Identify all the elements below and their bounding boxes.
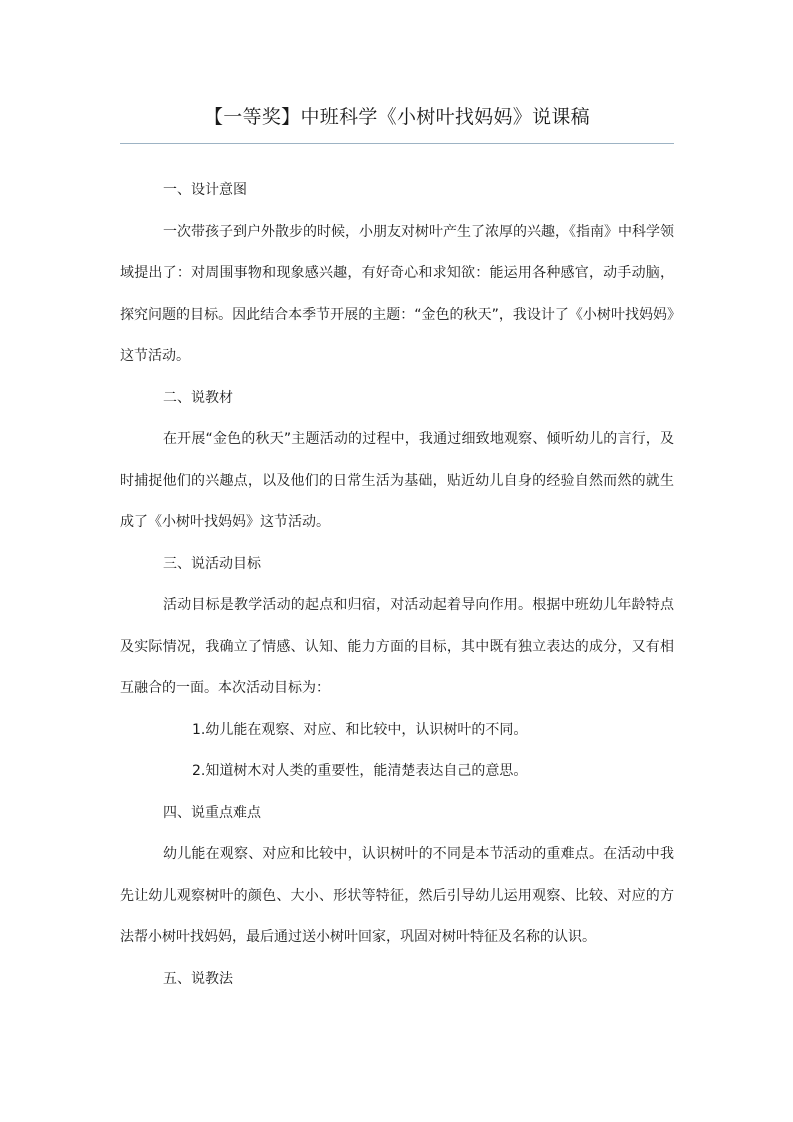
section-heading-teaching-material: 二、说教材 [163, 389, 233, 406]
goal-item-2: 2.知道树木对人类的重要性，能清楚表达自己的意思。 [192, 763, 528, 779]
document-title: 【一等奖】中班科学《小树叶找妈妈》说课稿 [203, 106, 590, 128]
section-heading-activity-goals: 三、说活动目标 [163, 555, 261, 572]
goal-item-1: 1.幼儿能在观察、对应、和比较中，认识树叶的不同。 [192, 721, 528, 738]
paragraph-design-intent: 一次带孩子到户外散步的时候，小朋友对树叶产生了浓厚的兴趣，《指南》中科学领域提出了：对周围事物和现象感兴趣，有好奇心和求知欲：能运用各种感官，动手动脑，探究问题的目标。因此结合本季节开展的主题：“金色的秋天”，我设计了《小树叶找妈妈》这节活动。 [120, 223, 674, 364]
paragraph-key-difficulties: 幼儿能在观察、对应和比较中，认识树叶的不同是本节活动的重难点。在活动中我先让幼儿观察树叶的颜色、大小、形状等特征，然后引导幼儿运用观察、比较、对应的方法帮小树叶找妈妈，最后通过送小树叶回家，巩固对树叶特征及名称的认识。 [120, 846, 674, 945]
document-body [120, 170, 674, 1000]
paragraph-teaching-material: 在开展“金色的秋天”主题活动的过程中，我通过细致地观察、倾听幼儿的言行，及时捕捉他们的兴趣点，以及他们的日常生活为基础，贴近幼儿自身的经验自然而然的就生成了《小树叶找妈妈》这节活动。 [120, 431, 674, 530]
paragraph-activity-goals: 活动目标是教学活动的起点和归宿，对活动起着导向作用。根据中班幼儿年龄特点及实际情况，我确立了情感、认知、能力方面的目标，其中既有独立表达的成分，又有相互融合的一面。本次活动目标为： [120, 597, 674, 696]
section-heading-teaching-methods: 五、说教法 [163, 970, 233, 987]
title-divider [120, 143, 674, 144]
section-heading-design-intent: 一、设计意图 [163, 182, 247, 198]
section-heading-key-difficulties: 四、说重点难点 [163, 804, 261, 821]
